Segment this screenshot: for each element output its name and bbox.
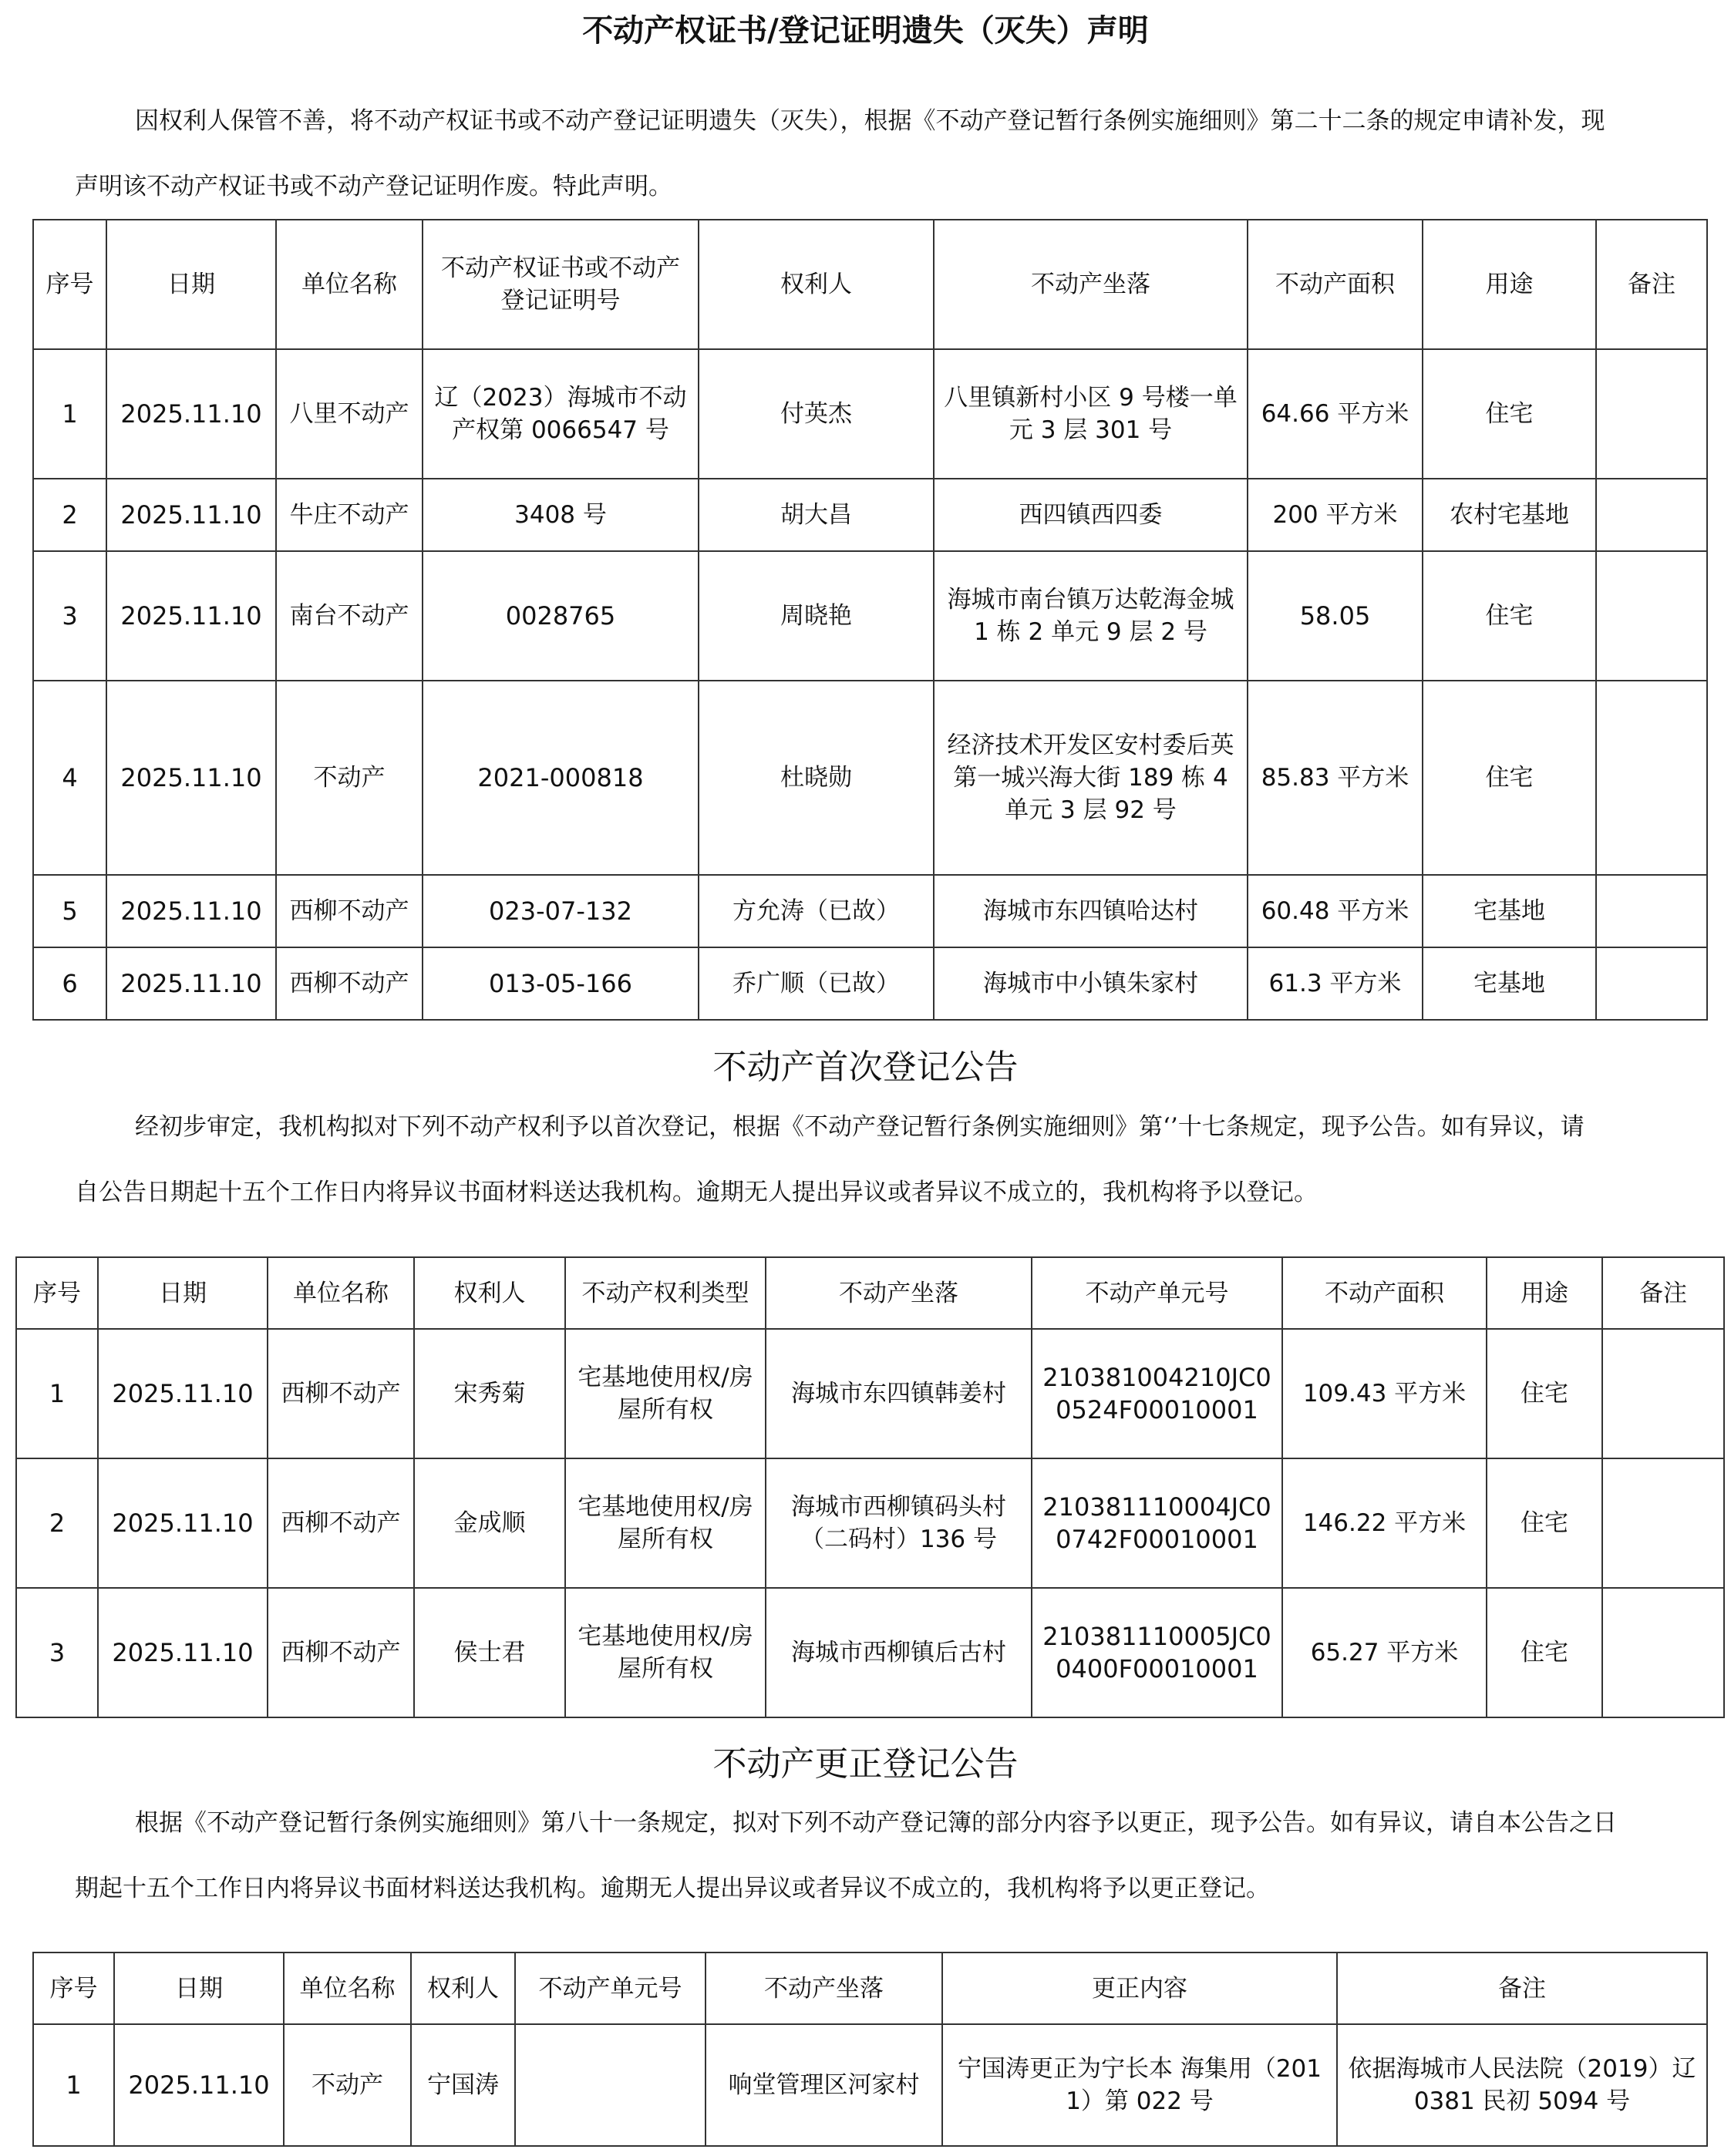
row-no: 3 [33,551,106,681]
section1-title: 不动产权证书/登记证明遗失（灭失）声明 [582,12,1149,49]
row-date: 2025.11.10 [106,681,276,875]
row-area: 61.3 平方米 [1248,947,1423,1020]
row-cert: 辽（2023）海城市不动产权第 0066547 号 [423,349,699,479]
section2-notice [75,1095,1709,1226]
row-owner: 金成顺 [414,1458,565,1588]
row-unit: 八里不动产 [276,349,423,479]
header-cell: 序号 [16,1257,98,1329]
row-no: 6 [33,947,106,1020]
row-date: 2025.11.10 [106,947,276,1020]
row-use: 住宅 [1487,1588,1602,1717]
header-cell: 序号 [33,1953,114,2024]
header-cell: 权利人 [699,220,934,349]
header-cell: 不动产坐落 [706,1953,942,2024]
row-correction: 宁国涛更正为宁长本 海集用（2011）第 022 号 [942,2024,1337,2146]
row-area: 60.48 平方米 [1248,875,1423,947]
row-note [1602,1329,1724,1458]
row-owner: 宋秀菊 [414,1329,565,1458]
header-cell: 序号 [33,220,106,349]
header-cell: 日期 [106,220,276,349]
row-area: 64.66 平方米 [1248,349,1423,479]
row-use: 宅基地 [1423,875,1596,947]
table-row [33,479,1707,551]
row-location: 海城市西柳镇码头村（二码村）136 号 [766,1458,1032,1588]
table-row [16,1458,1724,1588]
section2-notice-line1: 经初步审定，我机构拟对下列不动产权利予以首次登记，根据《不动产登记暂行条例实施细则》第‘’十七条规定，现予公告。如有异议，请 [135,1113,1585,1141]
section2-title: 不动产首次登记公告 [712,1048,1019,1087]
row-location: 响堂管理区河家村 [706,2024,942,2146]
row-owner: 杜晓勋 [699,681,934,875]
row-location: 海城市南台镇万达乾海金城 1 栋 2 单元 9 层 2 号 [934,551,1248,681]
first-registration-table [15,1256,1725,1718]
section3-title: 不动产更正登记公告 [712,1744,1019,1784]
header-cell: 单位名称 [276,220,423,349]
row-owner: 胡大昌 [699,479,934,551]
header-cell: 不动产权证书或不动产登记证明号 [423,220,699,349]
row-right-type: 宅基地使用权/房屋所有权 [565,1329,766,1458]
row-location: 海城市西柳镇后古村 [766,1588,1032,1717]
table-row [33,875,1707,947]
header-cell: 更正内容 [942,1953,1337,2024]
header-cell: 备注 [1337,1953,1707,2024]
row-area: 109.43 平方米 [1282,1329,1487,1458]
row-date: 2025.11.10 [114,2024,284,2146]
table-row [16,1329,1724,1458]
row-no: 2 [16,1458,98,1588]
table-row [33,551,1707,681]
row-use: 住宅 [1423,681,1596,875]
table-header-row [33,220,1707,349]
row-unit: 西柳不动产 [276,947,423,1020]
row-cert: 013-05-166 [423,947,699,1020]
section2-notice-line2: 自公告日期起十五个工作日内将异议书面材料送达我机构。逾期无人提出异议或者异议不成立的，我机构将予以登记。 [75,1179,1318,1206]
row-unit: 西柳不动产 [268,1458,414,1588]
row-unit-no: 210381004210JC00524F00010001 [1032,1329,1282,1458]
table-row [33,349,1707,479]
row-note [1596,349,1707,479]
row-location: 经济技术开发区安村委后英第一城兴海大街 189 栋 4 单元 3 层 92 号 [934,681,1248,875]
row-unit: 不动产 [284,2024,411,2146]
row-unit: 西柳不动产 [268,1329,414,1458]
row-location: 海城市中小镇朱家村 [934,947,1248,1020]
row-no: 2 [33,479,106,551]
row-note [1596,875,1707,947]
row-unit-no: 210381110005JC00400F00010001 [1032,1588,1282,1717]
row-owner: 方允涛（已故） [699,875,934,947]
row-use: 农村宅基地 [1423,479,1596,551]
row-unit: 南台不动产 [276,551,423,681]
row-cert: 3408 号 [423,479,699,551]
row-area: 146.22 平方米 [1282,1458,1487,1588]
row-no: 4 [33,681,106,875]
section3-notice-line2: 期起十五个工作日内将异议书面材料送达我机构。逾期无人提出异议或者异议不成立的，我机构将予以更正登记。 [75,1875,1270,1902]
header-cell: 不动产面积 [1282,1257,1487,1329]
row-date: 2025.11.10 [106,349,276,479]
row-unit: 不动产 [276,681,423,875]
row-note [1596,551,1707,681]
row-unit: 西柳不动产 [268,1588,414,1717]
row-area: 200 平方米 [1248,479,1423,551]
row-use: 住宅 [1423,349,1596,479]
row-owner: 侯士君 [414,1588,565,1717]
row-date: 2025.11.10 [98,1329,268,1458]
row-date: 2025.11.10 [98,1458,268,1588]
row-no: 5 [33,875,106,947]
row-date: 2025.11.10 [106,479,276,551]
header-cell: 日期 [114,1953,284,2024]
row-use: 住宅 [1487,1329,1602,1458]
row-note [1602,1588,1724,1717]
row-owner: 宁国涛 [411,2024,515,2146]
table-row [33,947,1707,1020]
table-row [33,681,1707,875]
row-area: 65.27 平方米 [1282,1588,1487,1717]
row-area: 85.83 平方米 [1248,681,1423,875]
row-location: 海城市东四镇韩姜村 [766,1329,1032,1458]
section3-notice-line1: 根据《不动产登记暂行条例实施细则》第八十一条规定，拟对下列不动产登记簿的部分内容予以更正，现予公告。如有异议，请自本公告之日 [135,1809,1617,1837]
row-use: 住宅 [1487,1458,1602,1588]
header-cell: 不动产单元号 [515,1953,706,2024]
row-date: 2025.11.10 [106,875,276,947]
row-use: 住宅 [1423,551,1596,681]
table-row [16,1588,1724,1717]
table-row [33,2024,1707,2146]
row-owner: 乔广顺（已故） [699,947,934,1020]
row-unit: 西柳不动产 [276,875,423,947]
row-cert: 0028765 [423,551,699,681]
header-cell: 单位名称 [268,1257,414,1329]
section1-notice-line1: 因权利人保管不善，将不动产权证书或不动产登记证明遗失（灭失），根据《不动产登记暂行条例实施细则》第二十二条的规定申请补发，现 [135,107,1605,135]
row-cert: 023-07-132 [423,875,699,947]
row-unit-no: 210381110004JC00742F00010001 [1032,1458,1282,1588]
header-cell: 单位名称 [284,1953,411,2024]
header-cell: 不动产单元号 [1032,1257,1282,1329]
header-cell: 日期 [98,1257,268,1329]
row-unit: 牛庄不动产 [276,479,423,551]
header-cell: 不动产权利类型 [565,1257,766,1329]
row-area: 58.05 [1248,551,1423,681]
row-location: 八里镇新村小区 9 号楼一单元 3 层 301 号 [934,349,1248,479]
row-note [1596,947,1707,1020]
row-owner: 付英杰 [699,349,934,479]
row-right-type: 宅基地使用权/房屋所有权 [565,1458,766,1588]
row-note [1596,479,1707,551]
row-note: 依据海城市人民法院（2019）辽 0381 民初 5094 号 [1337,2024,1707,2146]
header-cell: 用途 [1423,220,1596,349]
table-header-row [33,1953,1707,2024]
row-date: 2025.11.10 [106,551,276,681]
header-cell: 权利人 [411,1953,515,2024]
row-date: 2025.11.10 [98,1588,268,1717]
row-cert: 2021-000818 [423,681,699,875]
header-cell: 不动产坐落 [766,1257,1032,1329]
row-no: 3 [16,1588,98,1717]
table-header-row [16,1257,1724,1329]
section1-notice-line2: 声明该不动产权证书或不动产登记证明作废。特此声明。 [75,173,672,200]
header-cell: 不动产坐落 [934,220,1248,349]
correction-registration-table [32,1952,1708,2147]
row-no: 1 [33,2024,114,2146]
row-location: 西四镇西四委 [934,479,1248,551]
row-no: 1 [33,349,106,479]
row-use: 宅基地 [1423,947,1596,1020]
row-note [1602,1458,1724,1588]
row-owner: 周晓艳 [699,551,934,681]
row-no: 1 [16,1329,98,1458]
header-cell: 用途 [1487,1257,1602,1329]
header-cell: 权利人 [414,1257,565,1329]
header-cell: 备注 [1596,220,1707,349]
lost-certificate-table [32,219,1708,1021]
row-note [1596,681,1707,875]
section1-notice [75,89,1709,220]
section3-notice [75,1791,1709,1922]
row-location: 海城市东四镇哈达村 [934,875,1248,947]
row-unit-no [515,2024,706,2146]
row-right-type: 宅基地使用权/房屋所有权 [565,1588,766,1717]
header-cell: 不动产面积 [1248,220,1423,349]
header-cell: 备注 [1602,1257,1724,1329]
